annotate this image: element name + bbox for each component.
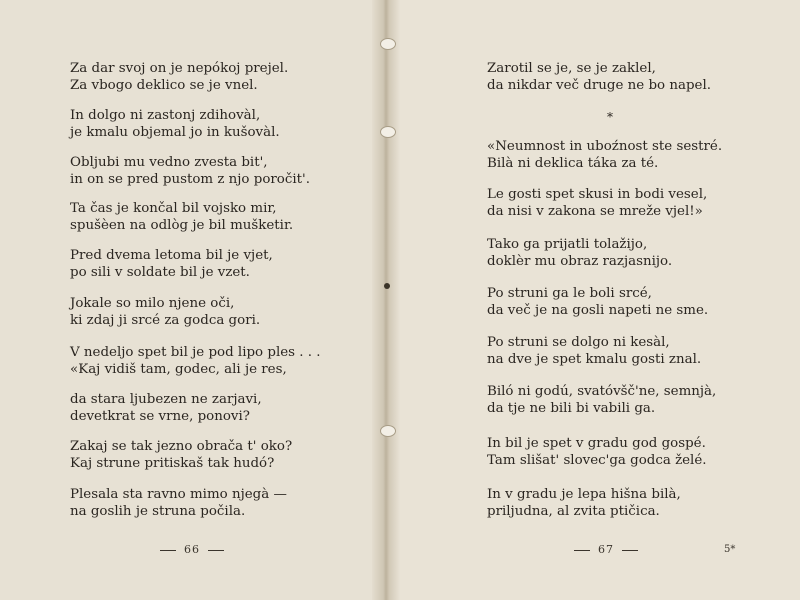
verse-line: da več je na gosli napeti ne sme. bbox=[487, 303, 709, 318]
page-number-right bbox=[566, 543, 646, 556]
verse-line: In v gradu je lepa hišna bilà, bbox=[487, 487, 681, 502]
verse-line: na goslih je struna počila. bbox=[70, 504, 246, 519]
verse-line: Plesala sta ravno mimo njegà — bbox=[70, 487, 287, 502]
verse-line: Le gosti spet skusi in bodi vesel, bbox=[487, 187, 708, 202]
stanza bbox=[70, 344, 321, 378]
stanza bbox=[70, 107, 280, 141]
stanza bbox=[487, 60, 711, 94]
verse-line: Obljubi mu vedno zvesta bit', bbox=[70, 155, 268, 170]
binding-stitch bbox=[380, 126, 396, 138]
stanza bbox=[487, 435, 707, 469]
verse-line: In dolgo ni zastonj zdihovàl, bbox=[70, 108, 261, 123]
verse-line: ki zdaj ji srcé za godca gori. bbox=[70, 313, 261, 328]
stanza bbox=[70, 391, 262, 425]
verse-line: «Neumnost in uboźnost ste sestré. bbox=[487, 139, 723, 154]
stanza bbox=[487, 236, 672, 270]
verse-line: Tam slišat' slovec'ga godca želé. bbox=[487, 453, 707, 468]
stanza bbox=[487, 334, 701, 368]
page-number-text: 66 bbox=[184, 543, 200, 556]
verse-line: Za vbogo deklico se je vnel. bbox=[70, 78, 258, 93]
stanza bbox=[70, 247, 273, 281]
signature-mark: 5* bbox=[724, 544, 736, 555]
stanza bbox=[70, 438, 292, 472]
section-separator: * bbox=[607, 110, 613, 124]
verse-line: Pred dvema letoma bil je vjet, bbox=[70, 248, 273, 263]
stanza bbox=[487, 138, 722, 172]
binding-stitch bbox=[384, 283, 390, 289]
stanza bbox=[487, 486, 681, 520]
stanza bbox=[70, 60, 288, 94]
verse-line: spušèen na odlòg je bil mušketir. bbox=[70, 218, 294, 233]
verse-line: Bilà ni deklica táka za té. bbox=[487, 156, 659, 171]
stanza bbox=[487, 186, 707, 220]
stanza bbox=[487, 383, 716, 417]
verse-line: Kaj strune pritiskaš tak hudó? bbox=[70, 456, 275, 471]
verse-line: da nisi v zakona se mreže vjel!» bbox=[487, 204, 703, 219]
stanza bbox=[487, 285, 708, 319]
verse-line: Po struni ga le boli srcé, bbox=[487, 286, 652, 301]
verse-line: da stara ljubezen ne zarjavi, bbox=[70, 392, 262, 407]
verse-line: Ta čas je končal bil vojsko mir, bbox=[70, 201, 277, 216]
verse-line: da tje ne bili bi vabili ga. bbox=[487, 401, 656, 416]
verse-line: Zakaj se tak jezno obrača t' oko? bbox=[70, 439, 293, 454]
stanza bbox=[70, 295, 260, 329]
verse-line: priljudna, al zvita ptičica. bbox=[487, 504, 660, 519]
page-number-text: 67 bbox=[598, 543, 614, 556]
stanza bbox=[70, 200, 293, 234]
verse-line: po sili v soldate bil je vzet. bbox=[70, 265, 250, 280]
verse-line: Biló ni godú, svatóvšč'ne, semnjà, bbox=[487, 384, 717, 399]
verse-line: Za dar svoj on je nepókoj prejel. bbox=[70, 61, 289, 76]
page-number-left bbox=[152, 543, 232, 556]
verse-line: Tako ga prijatli tolažijo, bbox=[487, 237, 648, 252]
verse-line: doklèr mu obraz razjasnijo. bbox=[487, 254, 673, 269]
verse-line: V nedeljo spet bil je pod lipo ples . . . bbox=[70, 345, 321, 360]
verse-line: In bil je spet v gradu god gospé. bbox=[487, 436, 706, 451]
verse-line: na dve je spet kmalu gosti znal. bbox=[487, 352, 702, 367]
verse-line: «Kaj vidiš tam, godec, ali je res, bbox=[70, 362, 287, 377]
verse-line: devetkrat se vrne, ponovi? bbox=[70, 409, 250, 424]
verse-line: da nikdar več druge ne bo napel. bbox=[487, 78, 711, 93]
verse-line: Jokale so milo njene oči, bbox=[70, 296, 235, 311]
verse-line: je kmalu objemal jo in kušovàl. bbox=[70, 125, 280, 140]
verse-line: in on se pred pustom z njo poročit'. bbox=[70, 172, 310, 187]
stanza bbox=[70, 486, 287, 520]
stanza bbox=[70, 154, 310, 188]
verse-line: Po struni se dolgo ni kesàl, bbox=[487, 335, 670, 350]
binding-stitch bbox=[380, 425, 396, 437]
verse-line: Zarotil se je, se je zaklel, bbox=[487, 61, 656, 76]
book-gutter bbox=[372, 0, 400, 600]
binding-stitch bbox=[380, 38, 396, 50]
